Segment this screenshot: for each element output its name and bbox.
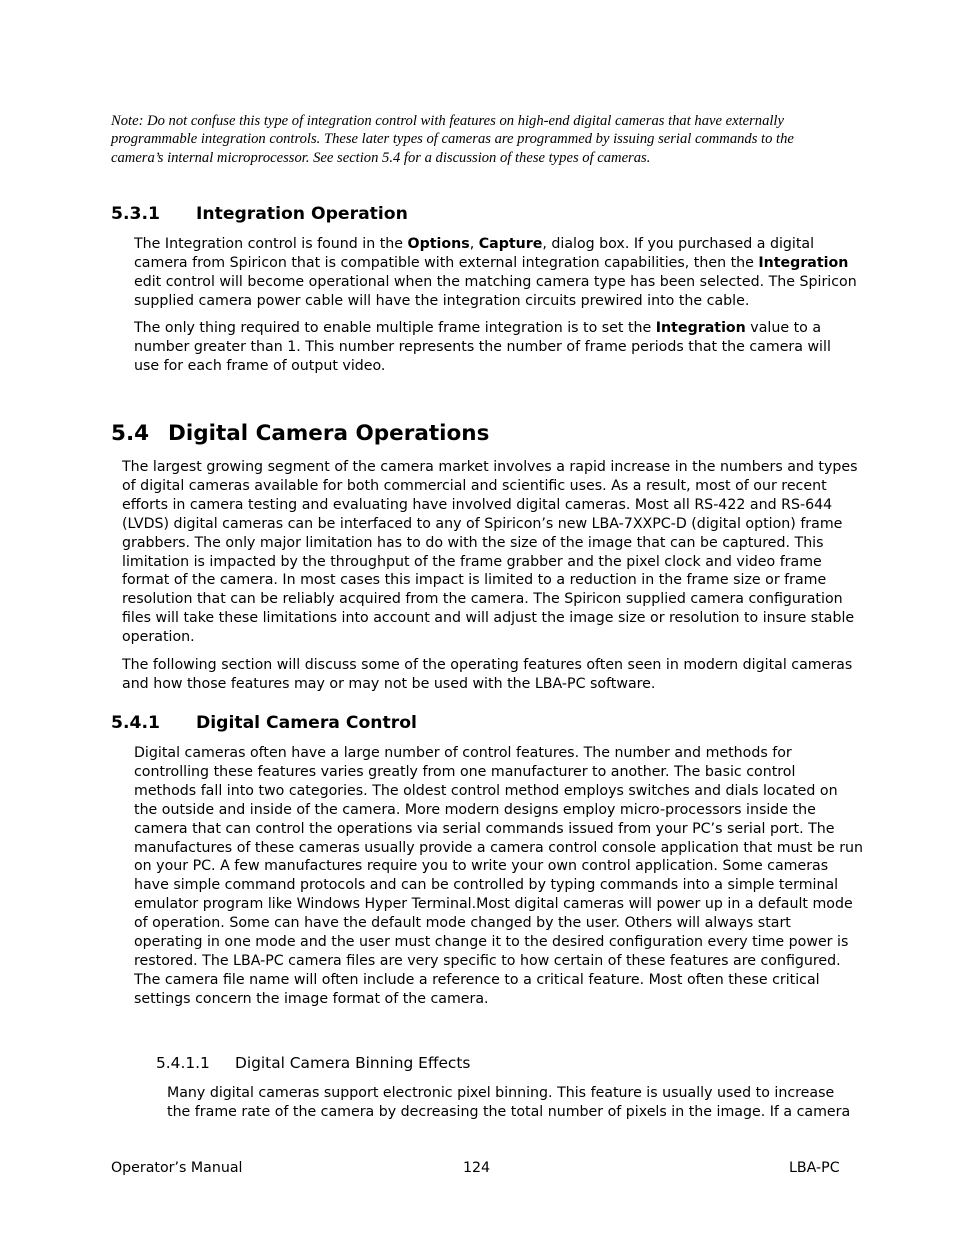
text-line: controlling these features varies greatly from one manufacturer to another. The basic control (134, 763, 796, 780)
text-line: on your PC. A few manufactures require you to write your own control application. Some cameras (134, 858, 829, 875)
heading-5-3-1 (111, 204, 408, 224)
text-run: , dialog box. If you purchased a digital (542, 236, 815, 252)
text-line: of operation. Some can have the default mode changed by the user. Others will always start (134, 915, 791, 932)
integration-note: Note: Do not confuse this type of integration control with features on high-end digital cameras that have externally programmable integration controls. These later types of cameras are programmed by issuing serial commands to the camera’s internal microprocessor. See section 5.4 for a discussion of these types of cameras. (111, 113, 794, 166)
text-line: emulator program like Windows Hyper Terminal.Most digital cameras will power up in a default mode (134, 896, 853, 913)
text-line: restored. The LBA-PC camera files are very specific to how certain of these features are configured. (134, 952, 841, 969)
text-run: The Integration control is found in the (134, 236, 408, 252)
text-line: (LVDS) digital cameras can be interfaced to any of Spiricon’s new LBA-7XXPC-D (digital option) frame (122, 515, 843, 532)
heading-5-4 (111, 421, 489, 446)
footer-page-number: 124 (463, 1160, 491, 1176)
text-run: , (469, 236, 479, 252)
text-line: operation. (122, 629, 195, 646)
heading-5-4-1-1 (156, 1054, 470, 1072)
text-line: limitation is impacted by the throughput of the frame grabber and the pixel clock and video frame (122, 553, 822, 570)
text-line: and how those features may or may not be used with the LBA-PC software. (122, 675, 656, 692)
bold-capture: Capture (478, 236, 543, 252)
text-line: the frame rate of the camera by decreasing the total number of pixels in the image. If a camera (167, 1103, 851, 1120)
text-line (134, 235, 857, 254)
text-run: The only thing required to enable multiple frame integration is to set the (134, 320, 656, 336)
heading-title: Digital Camera Binning Effects (235, 1054, 471, 1072)
text-line: edit control will become operational when the matching camera type has been selected. The Spiricon (134, 273, 857, 290)
paragraph-multiple-frame-integration (134, 319, 831, 376)
footer-product-name: LBA-PC (789, 1160, 840, 1176)
paragraph-binning-effects (167, 1084, 850, 1122)
paragraph-following-section (122, 656, 852, 694)
heading-title: Digital Camera Operations (168, 421, 490, 446)
text-line: Many digital cameras support electronic pixel binning. This feature is usually used to increase (167, 1085, 835, 1101)
paragraph-integration-control (134, 235, 857, 311)
text-line: format of the camera. In most cases this impact is limited to a reduction in the frame size or frame (122, 572, 827, 589)
text-line: use for each frame of output video. (134, 357, 386, 374)
text-line: camera that can control the operations via serial commands issued from your PC’s serial port. The (134, 820, 835, 837)
heading-number: 5.3.1 (111, 204, 160, 224)
text-line: files will take these limitations into account and will adjust the image size or resolution to insure stable (122, 610, 855, 627)
bold-options: Options (407, 236, 470, 252)
text-line: supplied camera power cable will have the integration circuits prewired into the cable. (134, 292, 750, 309)
paragraph-digital-camera-control (134, 744, 863, 1009)
text-line: The largest growing segment of the camera market involves a rapid increase in the numbers and types (122, 459, 858, 475)
text-line: efforts in camera testing and evaluating have involved digital cameras. Most all RS-422 and RS-644 (122, 496, 833, 513)
bold-integration: Integration (758, 254, 849, 271)
text-line: Digital cameras often have a large number of control features. The number and methods for (134, 745, 792, 761)
text-line (134, 254, 857, 273)
text-line: resolution that can be reliably acquired from the camera. The Spiricon supplied camera configuration (122, 591, 843, 608)
heading-5-4-1 (111, 713, 417, 733)
heading-title: Digital Camera Control (196, 713, 417, 733)
text-line: settings concern the image format of the camera. (134, 990, 489, 1007)
text-line: the outside and inside of the camera. More modern designs employ micro-processors inside the (134, 801, 816, 818)
heading-number: 5.4.1 (111, 713, 160, 733)
footer-manual-title: Operator’s Manual (111, 1160, 243, 1176)
text-line: manufactures of these cameras usually provide a camera control console application that must be run (134, 839, 864, 856)
text-run: value to a (745, 320, 822, 336)
heading-number: 5.4.1.1 (156, 1054, 210, 1072)
paragraph-camera-market (122, 458, 858, 647)
text-line: number greater than 1. This number represents the number of frame periods that the camera will (134, 338, 831, 355)
heading-title: Integration Operation (196, 204, 408, 224)
text-line: of digital cameras available for both commercial and scientific uses. As a result, most of our recent (122, 477, 827, 494)
text-line: The following section will discuss some of the operating features often seen in modern digital cameras (122, 657, 853, 673)
heading-number: 5.4 (111, 421, 150, 446)
text-line: methods fall into two categories. The oldest control method employs switches and dials located on (134, 782, 838, 799)
text-line: The camera file name will often include a reference to a critical feature. Most often these critical (134, 971, 820, 988)
text-line: operating in one mode and the user must change it to the desired configuration every time power is (134, 934, 849, 951)
text-line: grabbers. The only major limitation has to do with the size of the image that can be captured. This (122, 534, 824, 551)
text-line (134, 319, 831, 338)
bold-integration: Integration (655, 320, 746, 336)
text-line: have simple command protocols and can be controlled by typing commands into a simple terminal (134, 877, 839, 894)
text-run: camera from Spiricon that is compatible with external integration capabilities, then the (134, 254, 759, 271)
